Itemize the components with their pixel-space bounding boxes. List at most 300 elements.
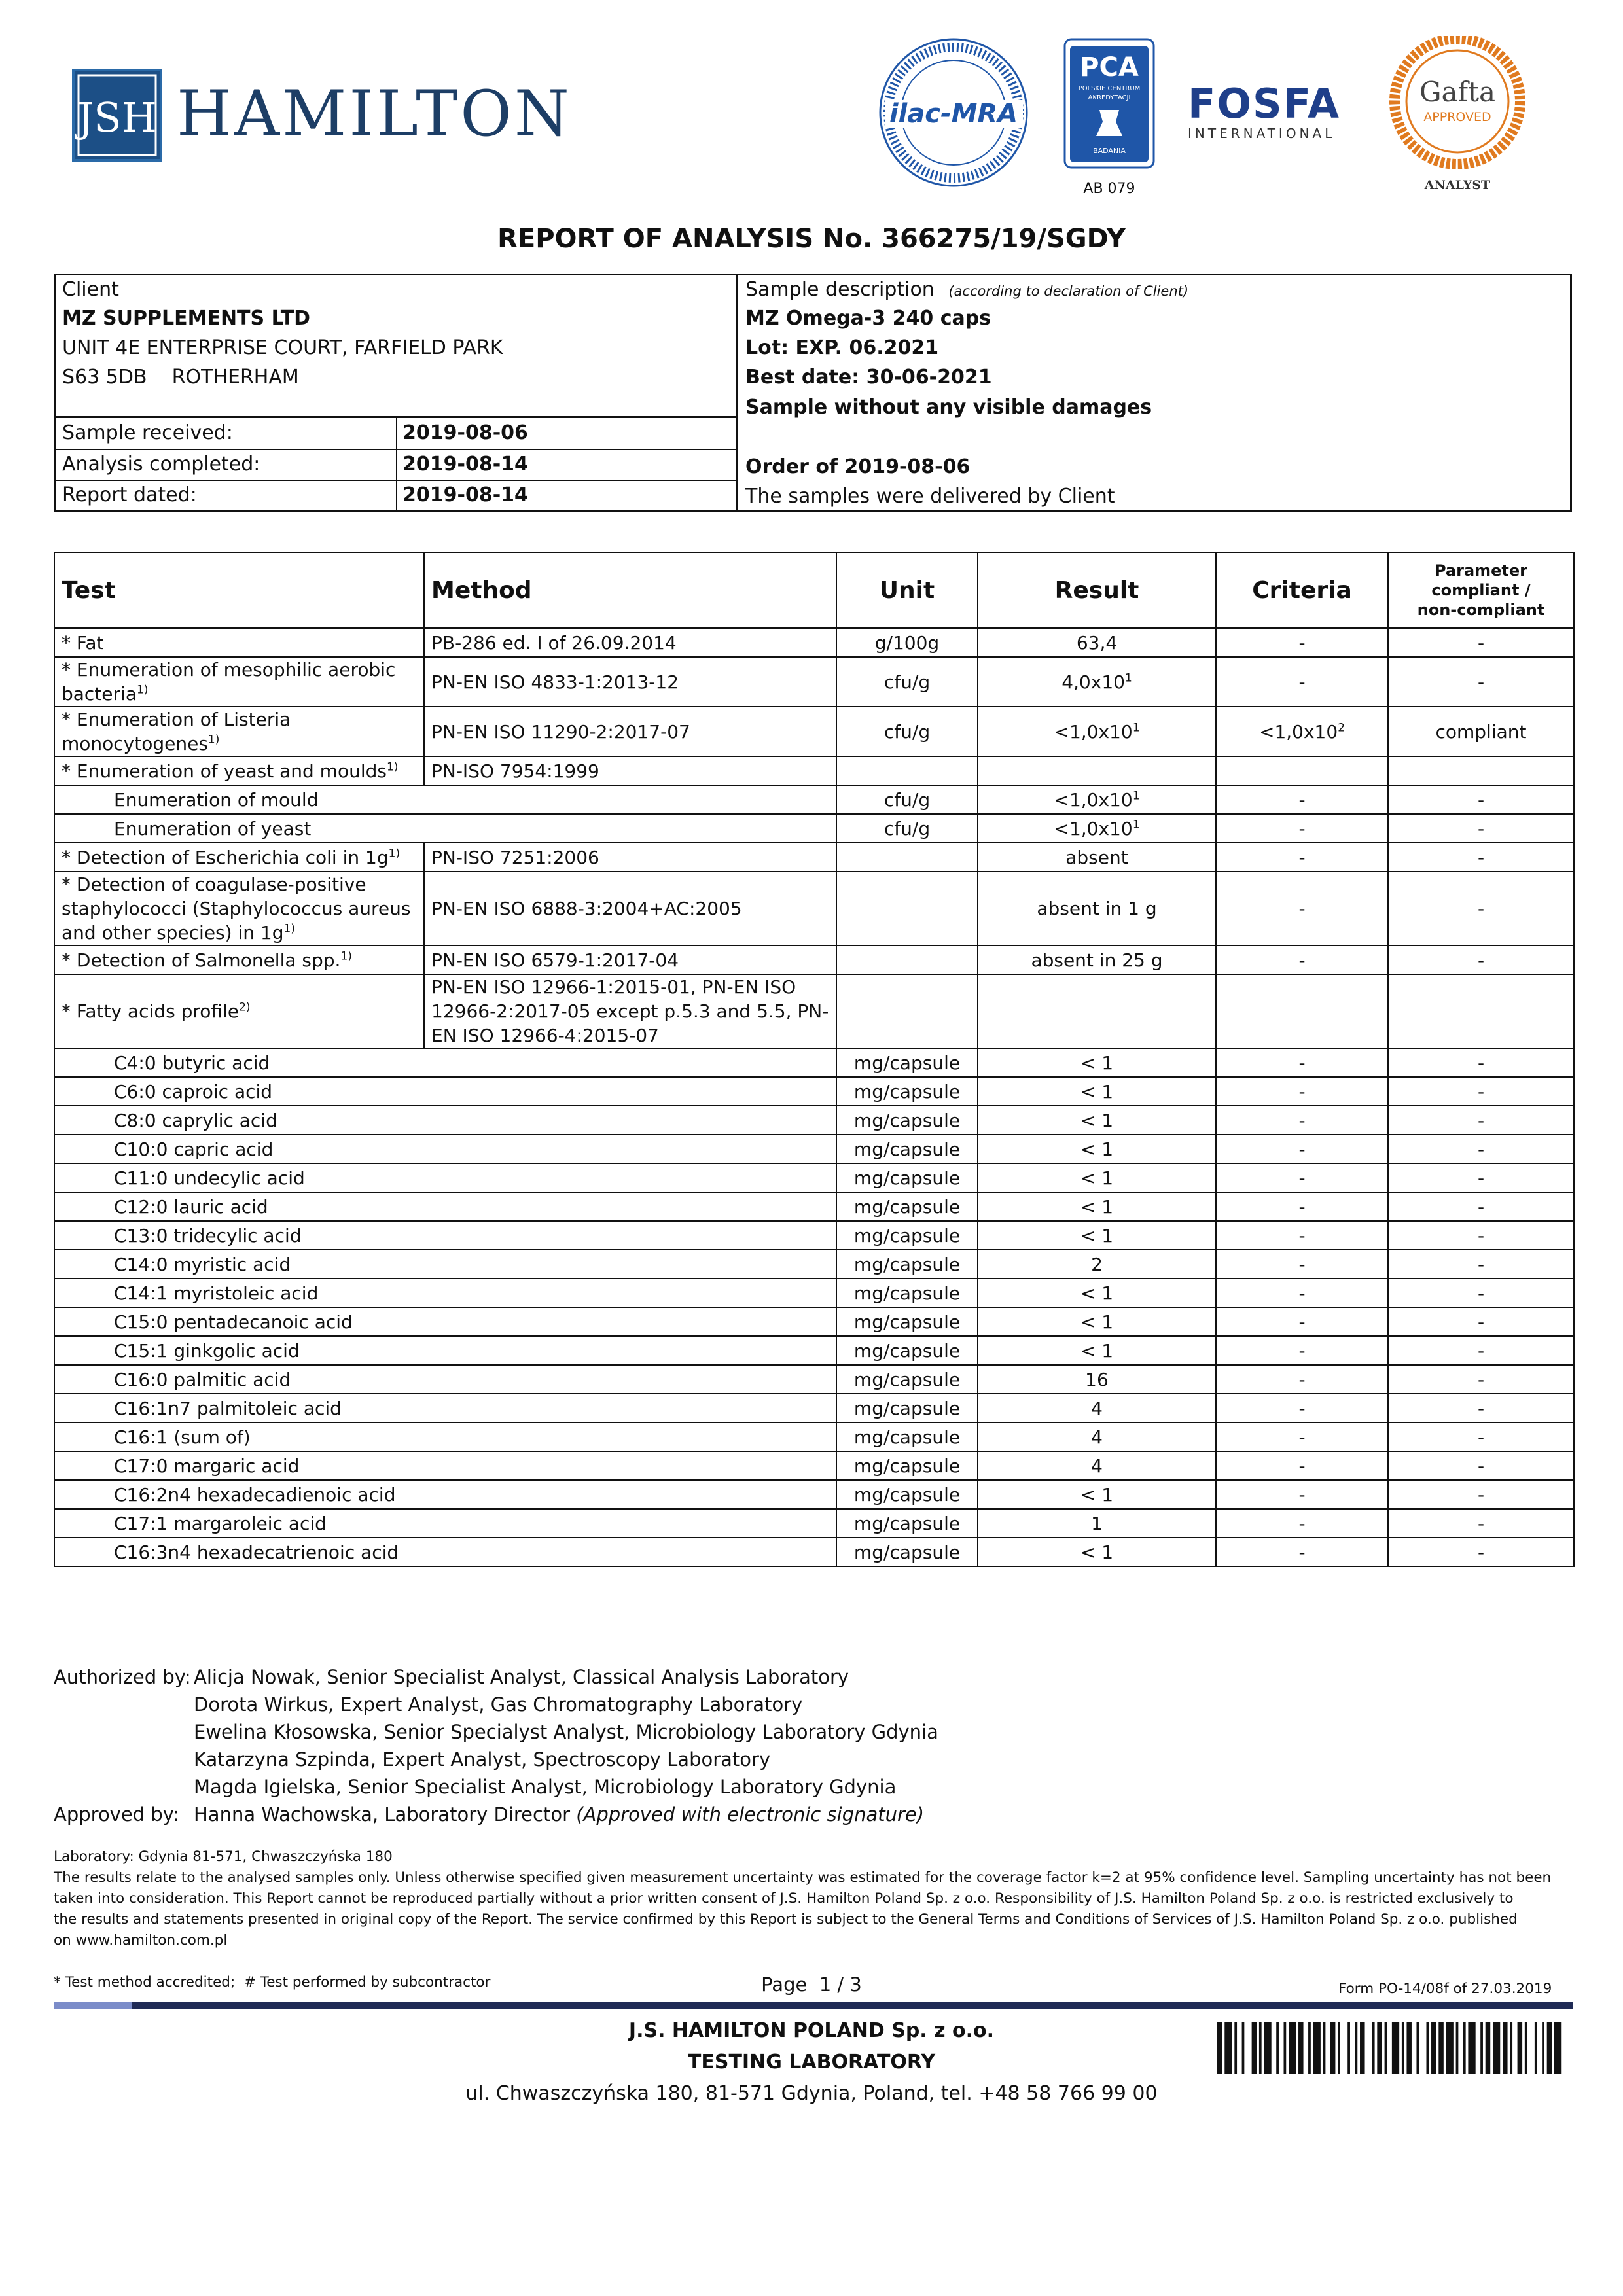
cell-result — [978, 1279, 1216, 1307]
cell-unit-text: mg/capsule — [853, 1541, 961, 1563]
barcode-bar — [1385, 2022, 1387, 2074]
header-test: Test — [54, 552, 424, 628]
cell-parameter-text: - — [1477, 1426, 1485, 1448]
cell-parameter-text: - — [1477, 1512, 1485, 1534]
authorized-person: Alicja Nowak, Senior Specialist Analyst, Classical Analysis Laboratory — [194, 1666, 849, 1688]
cell-method — [424, 628, 836, 657]
table-subrow — [54, 1480, 1574, 1509]
cell-criteria-text: - — [1298, 1455, 1306, 1477]
cell-criteria-text: - — [1298, 1167, 1306, 1189]
cell-unit — [836, 1106, 978, 1135]
cell-result — [978, 814, 1216, 843]
barcode-bar — [1510, 2022, 1512, 2074]
svg-text:AKREDYTACJI: AKREDYTACJI — [1088, 94, 1131, 101]
svg-text:ANALYST: ANALYST — [1424, 178, 1491, 192]
cell-test — [54, 1422, 836, 1451]
cell-result — [978, 1509, 1216, 1538]
cell-test — [54, 1135, 836, 1163]
cell-unit-text: mg/capsule — [853, 1368, 961, 1390]
client-label: Client — [62, 278, 119, 301]
cell-result-text: < 1 — [1080, 1080, 1114, 1103]
cell-test-footnote: 1) — [386, 760, 399, 774]
cell-method — [424, 657, 836, 707]
cell-parameter-text: - — [1477, 788, 1485, 811]
cell-test-text: C8:0 caprylic acid — [114, 1109, 277, 1131]
cell-test-text: Enumeration of mould — [114, 788, 319, 811]
cell-parameter — [1388, 628, 1574, 657]
cell-result-text: < 1 — [1080, 1541, 1114, 1563]
authorized-person: Dorota Wirkus, Expert Analyst, Gas Chromatography Laboratory — [194, 1693, 803, 1716]
cell-method-text: PN-EN ISO 11290-2:2017-07 — [431, 720, 690, 743]
cell-parameter — [1388, 1048, 1574, 1077]
cell-test-footnote: 1) — [340, 949, 352, 963]
svg-text:PCA: PCA — [1080, 52, 1139, 82]
cell-unit-text: cfu/g — [883, 817, 931, 839]
header-parameter-line-2: compliant / — [1431, 581, 1531, 599]
cell-criteria-text: - — [1298, 1311, 1306, 1333]
barcode-bar — [1224, 2022, 1232, 2074]
cell-parameter — [1388, 657, 1574, 707]
cell-unit — [836, 1048, 978, 1077]
footer-rule — [54, 2002, 1573, 2009]
cell-test — [54, 1221, 836, 1250]
cell-test-text: * Detection of coagulase-positive staphylococci (Staphylococcus aureus and other species) in 1g — [62, 874, 411, 944]
cell-result — [978, 1048, 1216, 1077]
svg-text:APPROVED: APPROVED — [1423, 110, 1491, 124]
cell-unit-text: mg/capsule — [853, 1195, 961, 1218]
cell-criteria-text: - — [1298, 1426, 1306, 1448]
cell-unit-text: mg/capsule — [853, 1311, 961, 1333]
barcode-bar — [1392, 2022, 1399, 2074]
laboratory-note: Laboratory: Gdynia 81-571, Chwaszczyńska 180 — [54, 1848, 393, 1865]
table-subrow — [54, 1307, 1574, 1336]
cell-parameter — [1388, 785, 1574, 814]
table-row — [54, 974, 1574, 1048]
table-subrow — [54, 1538, 1574, 1566]
cell-parameter — [1388, 1480, 1574, 1509]
cell-test — [54, 843, 424, 872]
cell-criteria — [1216, 1365, 1388, 1394]
cell-criteria-footnote: 2 — [1338, 721, 1346, 735]
hamilton-monogram-logo — [72, 69, 162, 162]
cell-criteria — [1216, 1077, 1388, 1106]
cell-unit — [836, 756, 978, 785]
barcode-bar — [1554, 2022, 1561, 2074]
cell-parameter — [1388, 1394, 1574, 1422]
cell-result-text: < 1 — [1080, 1167, 1114, 1189]
cell-unit — [836, 785, 978, 814]
cell-criteria-text: <1,0x10 — [1258, 720, 1338, 743]
table-subrow — [54, 1365, 1574, 1394]
table-subrow — [54, 814, 1574, 843]
cell-test — [54, 1077, 836, 1106]
header-method: Method — [424, 552, 836, 628]
barcode-bar — [1416, 2022, 1419, 2074]
cell-criteria — [1216, 1135, 1388, 1163]
cell-result — [978, 785, 1216, 814]
barcode-bar — [1347, 2022, 1350, 2074]
cell-parameter — [1388, 1509, 1574, 1538]
cell-parameter-text: - — [1477, 1483, 1485, 1506]
sample-condition: Sample without any visible damages — [745, 396, 1152, 419]
barcode-bar — [1283, 2022, 1286, 2074]
cell-parameter-text: - — [1477, 1051, 1485, 1074]
cell-result-text: < 1 — [1080, 1483, 1114, 1506]
client-name: MZ SUPPLEMENTS LTD — [62, 307, 311, 330]
cell-unit — [836, 1192, 978, 1221]
cell-unit — [836, 1279, 978, 1307]
cell-unit — [836, 1077, 978, 1106]
header-criteria: Criteria — [1216, 552, 1388, 628]
barcode-bar — [1330, 2022, 1336, 2074]
cell-criteria-text: - — [1298, 1541, 1306, 1563]
cell-parameter-text: - — [1477, 1368, 1485, 1390]
authorized-person: Katarzyna Szpinda, Expert Analyst, Spectroscopy Laboratory — [194, 1748, 771, 1771]
cell-criteria — [1216, 1509, 1388, 1538]
cell-result-text: < 1 — [1080, 1282, 1114, 1304]
svg-text:Gafta: Gafta — [1419, 76, 1496, 108]
client-address-line-2: S63 5DB ROTHERHAM — [62, 366, 299, 389]
authorized-list — [194, 1663, 938, 1801]
client-address-line-1: UNIT 4E ENTERPRISE COURT, FARFIELD PARK — [62, 336, 503, 359]
cell-method-text: PN-EN ISO 12966-1:2015-01, PN-EN ISO 12966-2:2017-05 except p.5.3 and 5.5, PN-EN ISO 12966-4:2015-07 — [431, 976, 829, 1046]
cell-criteria — [1216, 1422, 1388, 1451]
approved-by-label: Approved by: — [54, 1803, 179, 1826]
cell-parameter — [1388, 945, 1574, 974]
cell-test — [54, 707, 424, 756]
cell-criteria-text: - — [1298, 1224, 1306, 1246]
svg-text:BADANIA: BADANIA — [1093, 147, 1126, 155]
header-result: Result — [978, 552, 1216, 628]
results-body — [54, 628, 1574, 1566]
cell-unit — [836, 1422, 978, 1451]
cell-parameter — [1388, 1192, 1574, 1221]
cell-criteria — [1216, 756, 1388, 785]
cell-unit-text: mg/capsule — [853, 1167, 961, 1189]
cell-result — [978, 843, 1216, 872]
barcode-bar — [1503, 2022, 1508, 2074]
cell-method-text: PN-EN ISO 6888-3:2004+AC:2005 — [431, 898, 742, 919]
cell-method — [424, 872, 836, 945]
cell-result-text: < 1 — [1080, 1224, 1114, 1246]
cell-criteria-text: - — [1298, 1282, 1306, 1304]
barcode-bar — [1259, 2022, 1262, 2074]
cell-result-footnote: 1 — [1132, 818, 1140, 832]
cell-criteria-text: - — [1298, 846, 1306, 868]
cell-result — [978, 657, 1216, 707]
cell-criteria — [1216, 1048, 1388, 1077]
cell-criteria-text: - — [1298, 1339, 1306, 1362]
cell-criteria — [1216, 1394, 1388, 1422]
cell-criteria — [1216, 872, 1388, 945]
cell-result — [978, 1106, 1216, 1135]
cell-unit — [836, 872, 978, 945]
barcode-bar — [1431, 2022, 1436, 2074]
cell-unit-text: mg/capsule — [853, 1483, 961, 1506]
cell-unit — [836, 1163, 978, 1192]
cell-result-text: 4 — [1091, 1426, 1103, 1448]
cell-parameter — [1388, 1135, 1574, 1163]
disclaimer-line: taken into consideration. This Report cannot be reproduced partially without a prior written consent of J.S. Hamilton Poland Sp. z o.o. Responsibility of J.S. Hamilton Poland Sp. z o.o. is restricted exclusively to — [54, 1890, 1514, 1907]
cell-result-text: < 1 — [1080, 1138, 1114, 1160]
cell-parameter — [1388, 1077, 1574, 1106]
cell-result-text: < 1 — [1080, 1109, 1114, 1131]
cell-parameter-text: - — [1477, 1339, 1485, 1362]
cell-method-text: PN-EN ISO 4833-1:2013-12 — [431, 671, 679, 693]
cell-test-text: C17:0 margaric acid — [114, 1455, 300, 1477]
cell-criteria-text: - — [1298, 1397, 1306, 1419]
barcode-bar — [1446, 2022, 1454, 2074]
cell-test-text: C11:0 undecylic acid — [114, 1167, 305, 1189]
sample-description-title: Sample description — [745, 278, 935, 301]
authorized-by-label: Authorized by: — [54, 1666, 191, 1688]
cell-criteria — [1216, 1538, 1388, 1566]
table-subrow — [54, 1509, 1574, 1538]
cell-result — [978, 1365, 1216, 1394]
cell-criteria-text: - — [1298, 671, 1306, 693]
analysis-completed-value: 2019-08-14 — [402, 453, 528, 476]
barcode-bar — [1298, 2022, 1304, 2074]
cell-criteria-text: - — [1298, 1483, 1306, 1506]
cell-test-text: C4:0 butyric acid — [114, 1051, 270, 1074]
cell-criteria-text: - — [1298, 1080, 1306, 1103]
authorized-person: Ewelina Kłosowska, Senior Specialyst Analyst, Microbiology Laboratory Gdynia — [194, 1721, 938, 1743]
cell-criteria — [1216, 707, 1388, 756]
cell-result-text: < 1 — [1080, 1339, 1114, 1362]
header-parameter-line-3: non-compliant — [1417, 601, 1545, 619]
fosfa-sub: INTERNATIONAL — [1188, 126, 1336, 141]
cell-criteria-text: - — [1298, 631, 1306, 654]
cell-unit — [836, 1336, 978, 1365]
cell-unit — [836, 1538, 978, 1566]
cell-test — [54, 1192, 836, 1221]
disclaimer-line: The results relate to the analysed samples only. Unless otherwise specified given measurement uncertainty was estimated for the coverage factor k=2 at 95% confidence level. Sampling uncertainty has not been — [54, 1869, 1552, 1886]
results-table — [54, 552, 1575, 1567]
cell-parameter — [1388, 814, 1574, 843]
cell-criteria — [1216, 785, 1388, 814]
cell-parameter-text: - — [1477, 1138, 1485, 1160]
ilac-mra-logo — [877, 36, 1031, 190]
cell-parameter-text: - — [1477, 1541, 1485, 1563]
barcode-bar — [1264, 2022, 1271, 2074]
cell-test-text: C17:1 margaroleic acid — [114, 1512, 327, 1534]
sample-description-note: (according to declaration of Client) — [948, 283, 1189, 299]
cell-unit — [836, 1394, 978, 1422]
cell-unit — [836, 707, 978, 756]
table-subrow — [54, 1279, 1574, 1307]
cell-method-text: PN-ISO 7954:1999 — [431, 760, 599, 782]
cell-unit — [836, 974, 978, 1048]
cell-parameter — [1388, 843, 1574, 872]
cell-parameter-text: - — [1477, 631, 1485, 654]
cell-parameter-text: - — [1477, 817, 1485, 839]
fosfa-logo — [1188, 80, 1340, 141]
cell-result-text: <1,0x10 — [1054, 817, 1133, 839]
cell-parameter-text: - — [1477, 671, 1485, 693]
cell-test — [54, 1365, 836, 1394]
dates-col-rule — [396, 416, 397, 510]
cell-test-text: * Fat — [62, 631, 104, 654]
footer-rule-accent — [54, 2002, 132, 2009]
cell-test-text: C13:0 tridecylic acid — [114, 1224, 302, 1246]
table-row — [54, 843, 1574, 872]
cell-test — [54, 1394, 836, 1422]
cell-test — [54, 1106, 836, 1135]
table-subrow — [54, 1422, 1574, 1451]
table-row — [54, 945, 1574, 974]
cell-parameter-text: - — [1477, 1397, 1485, 1419]
cell-method — [424, 707, 836, 756]
gafta-approved-logo — [1387, 36, 1528, 193]
cell-result — [978, 1451, 1216, 1480]
cell-parameter-text: - — [1477, 1224, 1485, 1246]
cell-unit — [836, 1365, 978, 1394]
footer-address: ul. Chwaszczyńska 180, 81-571 Gdynia, Poland, tel. +48 58 766 99 00 — [465, 2082, 1158, 2105]
cell-result-text: 16 — [1085, 1368, 1109, 1390]
cell-criteria — [1216, 1279, 1388, 1307]
cell-unit-text: cfu/g — [883, 671, 931, 693]
barcode-bar — [1338, 2022, 1340, 2074]
cell-test — [54, 628, 424, 657]
table-subrow — [54, 1451, 1574, 1480]
cell-parameter-text: compliant — [1435, 720, 1527, 743]
cell-parameter — [1388, 1422, 1574, 1451]
cell-result-footnote: 1 — [1132, 789, 1140, 803]
cell-method-text: PB-286 ed. I of 26.09.2014 — [431, 631, 677, 654]
cell-parameter-text: - — [1477, 949, 1485, 971]
info-divider — [736, 275, 738, 510]
cell-result — [978, 1163, 1216, 1192]
footer-lab: TESTING LABORATORY — [687, 2051, 936, 2074]
cell-test-text: C16:2n4 hexadecadienoic acid — [114, 1483, 396, 1506]
cell-test-text: C16:1 (sum of) — [114, 1426, 251, 1448]
barcode-bar — [1276, 2022, 1279, 2074]
cell-method — [424, 974, 836, 1048]
disclaimer-line: on www.hamilton.com.pl — [54, 1932, 228, 1949]
cell-unit — [836, 814, 978, 843]
cell-parameter — [1388, 756, 1574, 785]
cell-test-footnote: 1) — [136, 683, 149, 697]
cell-test — [54, 1163, 836, 1192]
barcode-bar — [1252, 2022, 1257, 2074]
cell-unit — [836, 657, 978, 707]
cell-parameter — [1388, 1307, 1574, 1336]
cell-unit — [836, 843, 978, 872]
form-number: Form PO-14/08f of 27.03.2019 — [1338, 1981, 1552, 1997]
pca-number: AB 079 — [1083, 181, 1135, 197]
cell-parameter — [1388, 1279, 1574, 1307]
cell-unit-text: mg/capsule — [853, 1339, 961, 1362]
table-subrow — [54, 785, 1574, 814]
cell-test — [54, 1250, 836, 1279]
cell-parameter — [1388, 872, 1574, 945]
cell-criteria-text: - — [1298, 1195, 1306, 1218]
svg-text:JSH: JSH — [77, 94, 157, 141]
barcode-bar — [1289, 2022, 1296, 2074]
cell-method — [424, 843, 836, 872]
table-subrow — [54, 1077, 1574, 1106]
table-subrow — [54, 1221, 1574, 1250]
barcode-bar — [1234, 2022, 1237, 2074]
cell-criteria — [1216, 1451, 1388, 1480]
cell-parameter-text: - — [1477, 1109, 1485, 1131]
table-row — [54, 756, 1574, 785]
cell-test — [54, 756, 424, 785]
cell-unit-text: mg/capsule — [853, 1426, 961, 1448]
disclaimer — [54, 1867, 1578, 1951]
cell-unit-text: mg/capsule — [853, 1455, 961, 1477]
cell-criteria — [1216, 974, 1388, 1048]
cell-criteria — [1216, 814, 1388, 843]
report-dated-value: 2019-08-14 — [402, 484, 528, 506]
cell-parameter-text: - — [1477, 1080, 1485, 1103]
cell-result-text: 4 — [1091, 1397, 1103, 1419]
cell-criteria — [1216, 843, 1388, 872]
barcode-bar — [1518, 2022, 1523, 2074]
barcode-bar — [1438, 2022, 1444, 2074]
cell-test-text: C15:0 pentadecanoic acid — [114, 1311, 353, 1333]
sample-order: Order of 2019-08-06 — [745, 455, 971, 478]
cell-result-text: absent in 1 g — [1037, 898, 1157, 919]
cell-unit-text: mg/capsule — [853, 1253, 961, 1275]
cell-unit — [836, 1221, 978, 1250]
cell-test-text: C10:0 capric acid — [114, 1138, 274, 1160]
approved-note: (Approved with electronic signature) — [576, 1803, 925, 1826]
barcode-bar — [1525, 2022, 1527, 2074]
cell-criteria — [1216, 657, 1388, 707]
cell-criteria-text: - — [1298, 1109, 1306, 1131]
authorized-person: Magda Igielska, Senior Specialist Analyst, Microbiology Laboratory Gdynia — [194, 1776, 897, 1798]
cell-result-text: 4 — [1091, 1455, 1103, 1477]
cell-test-text: C14:0 myristic acid — [114, 1253, 291, 1275]
cell-unit-text: mg/capsule — [853, 1224, 961, 1246]
hamilton-wordmark: HAMILTON — [177, 77, 572, 150]
cell-unit-text: mg/capsule — [853, 1138, 961, 1160]
cell-criteria — [1216, 1250, 1388, 1279]
cell-unit-text: mg/capsule — [853, 1282, 961, 1304]
cell-parameter — [1388, 1163, 1574, 1192]
cell-parameter — [1388, 1250, 1574, 1279]
cell-parameter-text: - — [1477, 1195, 1485, 1218]
report-dated-label: Report dated: — [62, 484, 197, 506]
cell-criteria-text: - — [1298, 788, 1306, 811]
barcode-bar — [1377, 2022, 1382, 2074]
cell-parameter — [1388, 1451, 1574, 1480]
footer-company: J.S. HAMILTON POLAND Sp. z o.o. — [628, 2019, 995, 2042]
cell-test-text: C16:1n7 palmitoleic acid — [114, 1397, 342, 1419]
cell-criteria-text: - — [1298, 949, 1306, 971]
cell-test-text: C16:0 palmitic acid — [114, 1368, 291, 1390]
cell-test-text: C12:0 lauric acid — [114, 1195, 268, 1218]
cell-method — [424, 756, 836, 785]
cell-test-text: C15:1 ginkgolic acid — [114, 1339, 300, 1362]
cell-unit — [836, 1451, 978, 1480]
cell-test — [54, 1336, 836, 1365]
table-subrow — [54, 1106, 1574, 1135]
cell-result — [978, 1394, 1216, 1422]
sample-best-date: Best date: 30-06-2021 — [745, 366, 992, 389]
table-subrow — [54, 1394, 1574, 1422]
approved-by — [194, 1801, 924, 1828]
cell-criteria — [1216, 1480, 1388, 1509]
cell-unit — [836, 1509, 978, 1538]
cell-unit — [836, 628, 978, 657]
cell-test-footnote: 1) — [388, 847, 401, 860]
cell-result — [978, 756, 1216, 785]
cell-test — [54, 657, 424, 707]
cell-test — [54, 1048, 836, 1077]
sample-delivery: The samples were delivered by Client — [745, 485, 1115, 508]
